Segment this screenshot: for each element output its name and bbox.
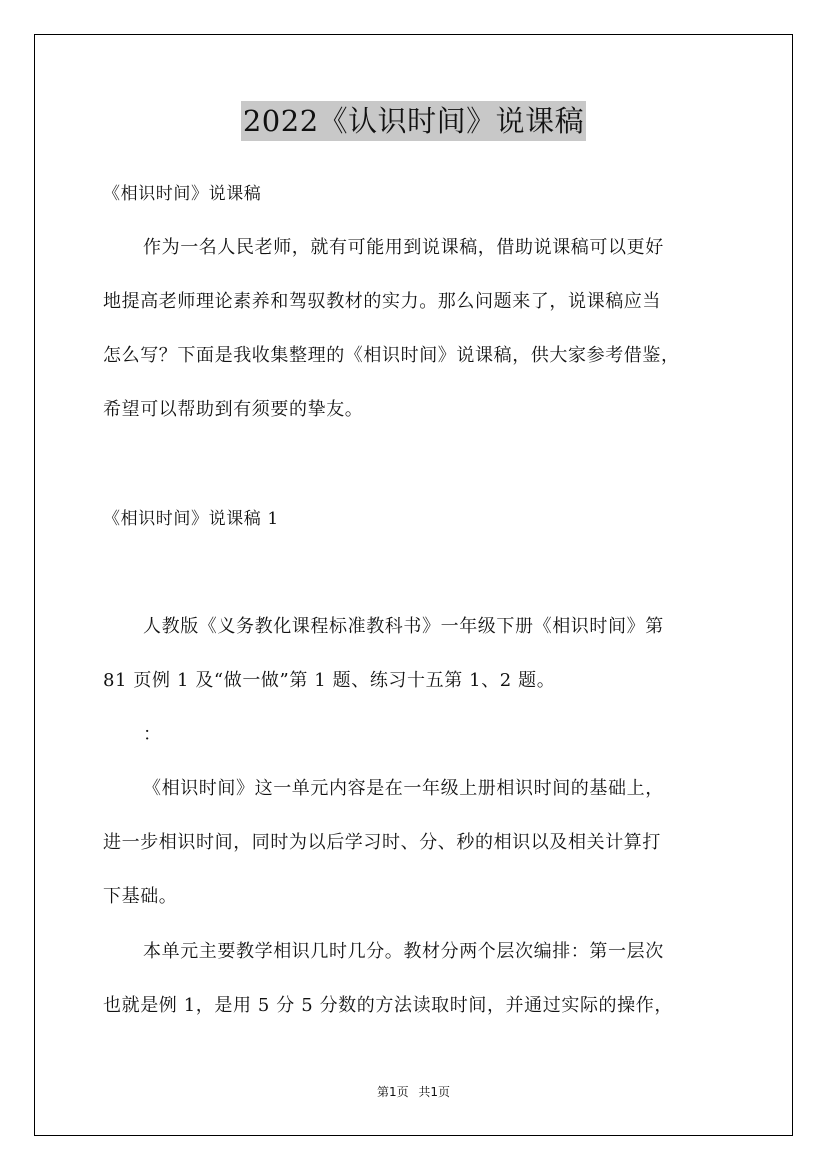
page-footer — [0, 1084, 827, 1100]
paragraph-line: 作为一名人民老师，就有可能用到说课稿，借助说课稿可以更好 — [143, 237, 664, 258]
colon-line: ： — [143, 724, 162, 745]
document-title: 2022《认识时间》说课稿 — [241, 101, 586, 141]
section-heading: 《相识时间》说课稿 1 — [103, 509, 279, 529]
paragraph-line: 地提高老师理论素养和驾驭教材的实力。那么问题来了，说课稿应当 — [103, 291, 661, 312]
paragraph-line: 希望可以帮助到有须要的挚友。 — [103, 399, 364, 420]
subtitle-line: 《相识时间》说课稿 — [103, 184, 262, 204]
paragraph-line: 进一步相识时间，同时为以后学习时、分、秒的相识以及相关计算打 — [103, 832, 661, 853]
paragraph-line: 《相识时间》这一单元内容是在一年级上册相识时间的基础上， — [143, 778, 664, 799]
page-total: 共1页 — [418, 1085, 451, 1099]
paragraph-line: 下基础。 — [103, 886, 178, 907]
paragraph-line: 81 页例 1 及“做一做”第 1 题、练习十五第 1、2 题。 — [103, 670, 556, 691]
paragraph-line: 也就是例 1，是用 5 分 5 分数的方法读取时间，并通过实际的操作， — [103, 995, 673, 1016]
page-number: 第1页 — [376, 1085, 409, 1099]
paragraph-line: 本单元主要教学相识几时几分。教材分两个层次编排：第一层次 — [143, 941, 664, 962]
paragraph-line: 怎么写？下面是我收集整理的《相识时间》说课稿，供大家参考借鉴， — [103, 345, 680, 366]
paragraph-line: 人教版《义务教化课程标准教科书》一年级下册《相识时间》第 — [143, 616, 664, 637]
title-container — [0, 101, 827, 141]
